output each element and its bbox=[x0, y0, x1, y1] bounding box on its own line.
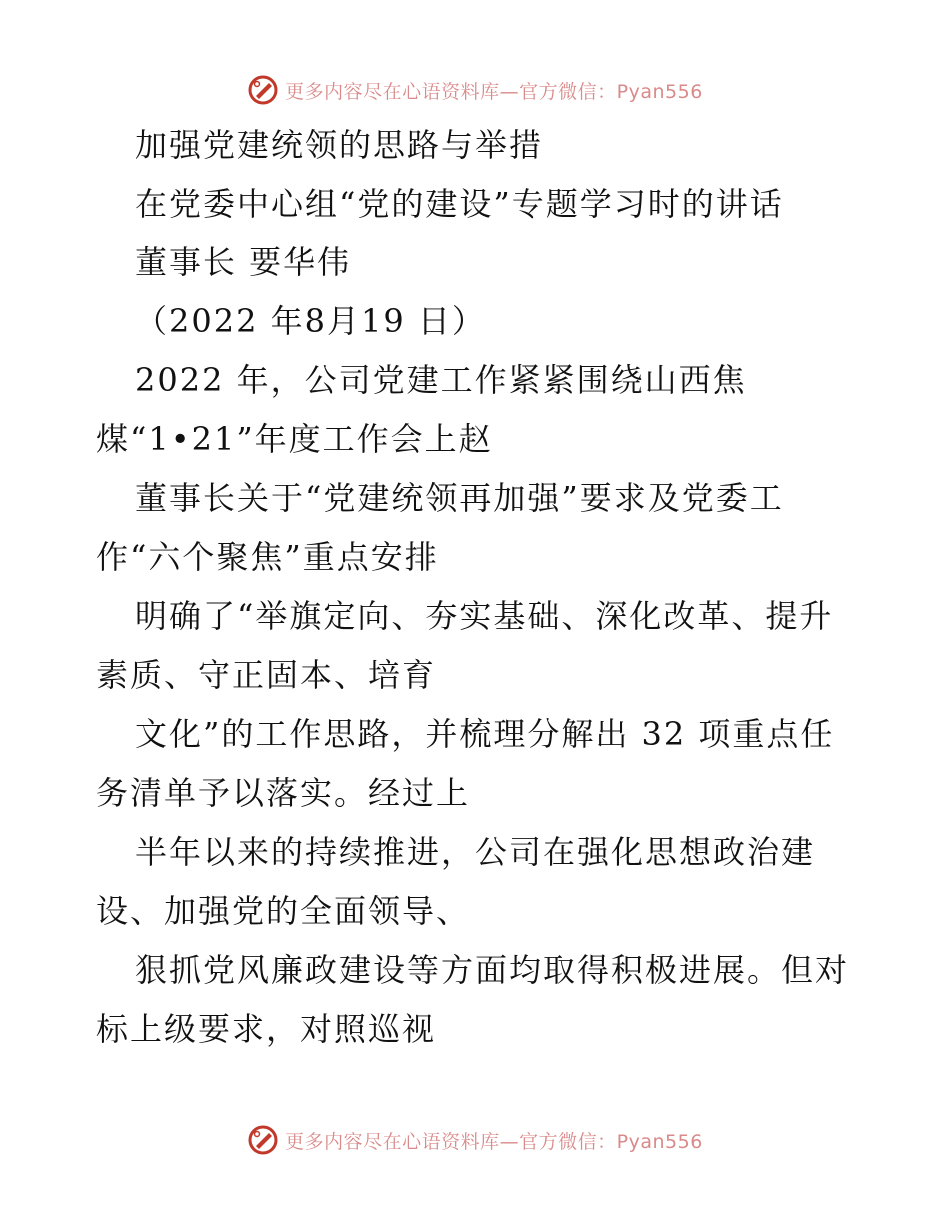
paragraph-line: 狠抓党风廉政建设等方面均取得积极进展。但对 bbox=[135, 951, 850, 989]
paragraph-line: 煤“1•21”年度工作会上赵 bbox=[96, 420, 493, 458]
watermark-banner-top bbox=[0, 70, 950, 110]
paragraph-line: 董事长关于“党建统领再加强”要求及党委工 bbox=[135, 479, 784, 517]
paragraph-line: 2022 年，公司党建工作紧紧围绕山西焦 bbox=[135, 361, 747, 399]
brand-logo-icon bbox=[247, 74, 279, 106]
paragraph-line: 文化”的工作思路，并梳理分解出 32 项重点任 bbox=[135, 715, 835, 753]
paragraph-line: 作“六个聚焦”重点安排 bbox=[96, 538, 439, 576]
paragraph-line: 素质、守正固本、培育 bbox=[96, 656, 437, 694]
brand-logo-icon bbox=[247, 1124, 279, 1156]
paragraph-line: 半年以来的持续推进，公司在强化思想政治建 bbox=[135, 833, 816, 871]
paragraph-line: 明确了“举旗定向、夯实基础、深化改革、提升 bbox=[135, 597, 834, 635]
document-subtitle: 在党委中心组“党的建设”专题学习时的讲话 bbox=[135, 185, 784, 223]
paragraph-line: 务清单予以落实。经过上 bbox=[96, 774, 471, 812]
document-title: 加强党建统领的思路与举措 bbox=[135, 126, 544, 164]
watermark-text: 更多内容尽在心语资料库—官方微信：Pyan556 bbox=[285, 80, 703, 103]
paragraph-line: 设、加强党的全面领导、 bbox=[96, 892, 471, 930]
document-author: 董事长 要华伟 bbox=[135, 243, 352, 281]
document-date: （2022 年8月19 日） bbox=[135, 302, 486, 340]
watermark-banner-bottom bbox=[0, 1120, 950, 1160]
paragraph-line: 标上级要求，对照巡视 bbox=[96, 1010, 437, 1048]
watermark-text: 更多内容尽在心语资料库—官方微信：Pyan556 bbox=[285, 1130, 703, 1153]
